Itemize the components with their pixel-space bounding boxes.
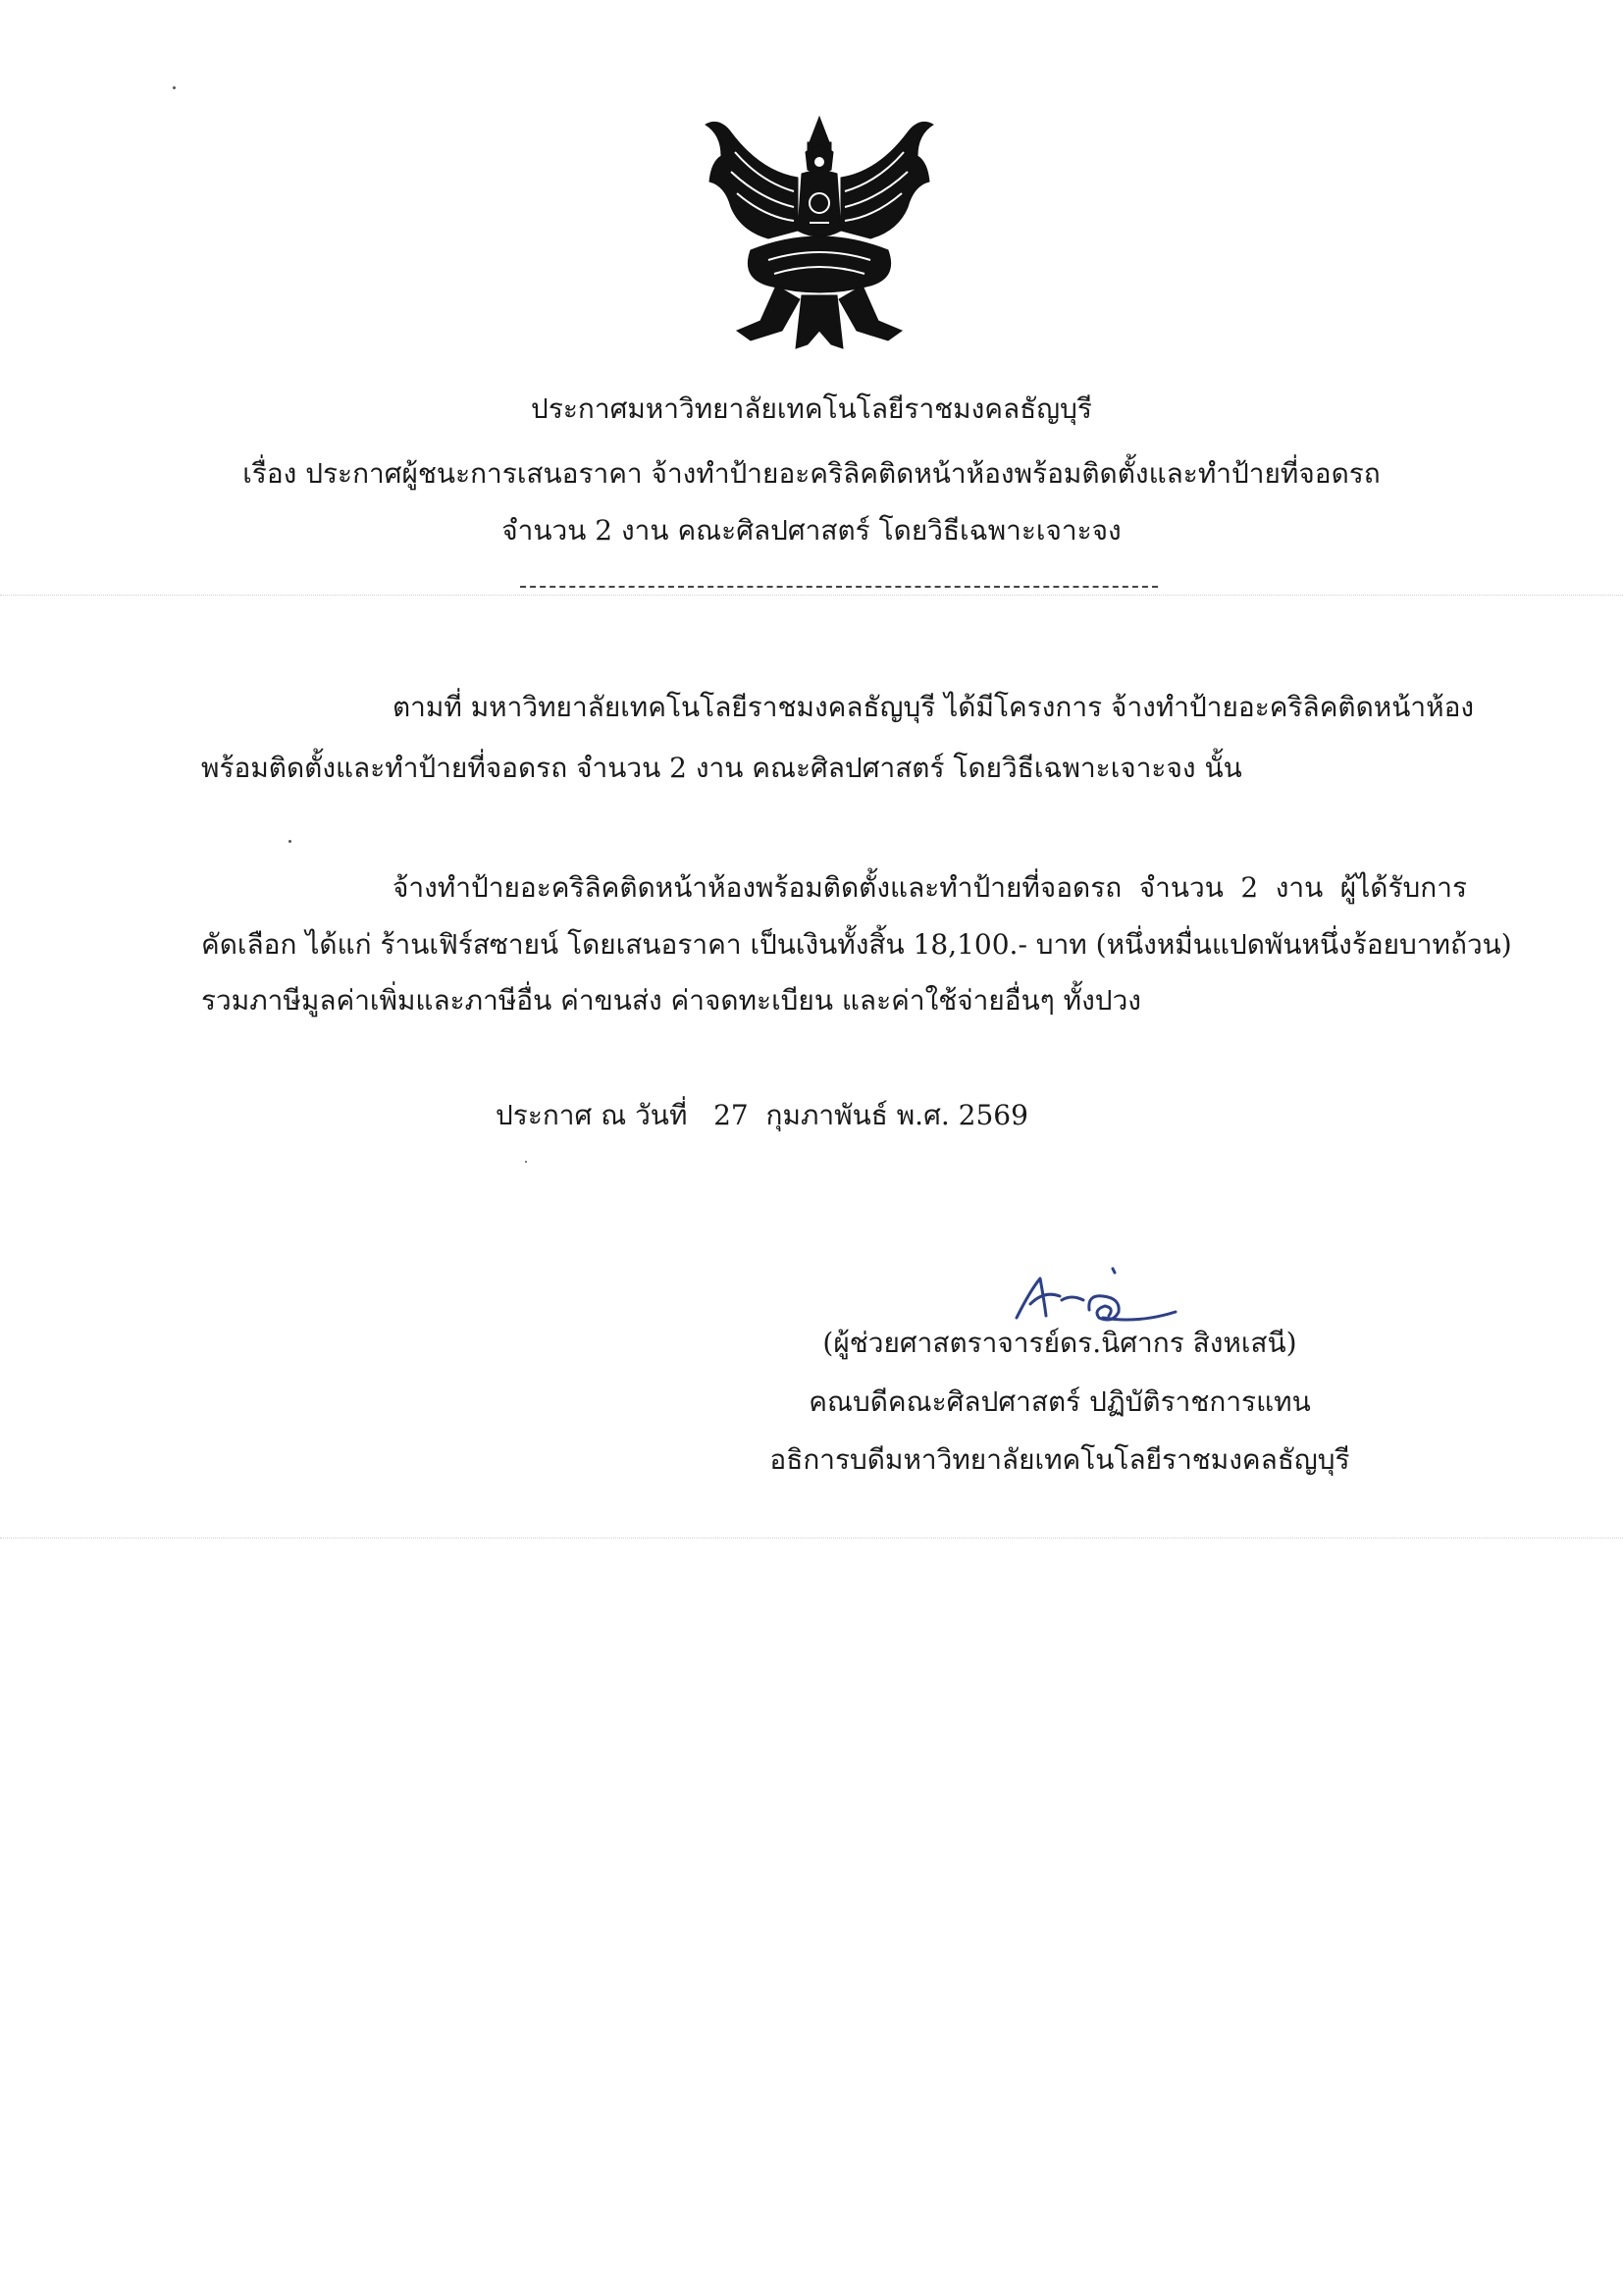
signer-title-line2: อธิการบดีมหาวิทยาลัยเทคโนโลยีราชมงคลธัญบุรี [769,1443,1350,1476]
scan-edge-line [0,595,1623,596]
paragraph2-line3: รวมภาษีมูลค่าเพิ่มและภาษีอื่น ค่าขนส่ง ค่าจดทะเบียน และค่าใช้จ่ายอื่นๆ ทั้งปวง [201,984,1141,1017]
paragraph1-line2: พร้อมติดตั้งและทำป้ายที่จอดรถ จำนวน 2 งาน คณะศิลปศาสตร์ โดยวิธีเฉพาะเจาะจง นั้น [201,752,1242,784]
announcement-subject: เรื่อง ประกาศผู้ชนะการเสนอราคา จ้างทำป้ายอะคริลิคติดหน้าห้องพร้อมติดตั้งและทำป้ายที่จอดรถ [242,457,1381,490]
announcement-date: ประกาศ ณ วันที่ 27 กุมภาพันธ์ พ.ศ. 2569 [496,1099,1028,1131]
scan-edge-line [0,1538,1623,1539]
paragraph2-line1: จ้างทำป้ายอะคริลิคติดหน้าห้องพร้อมติดตั้งและทำป้ายที่จอดรถ จำนวน 2 งาน ผู้ได้รับการ [393,871,1467,904]
scan-speck [288,840,291,843]
scan-speck [173,86,176,89]
announcement-subject-continued: จำนวน 2 งาน คณะศิลปศาสตร์ โดยวิธีเฉพาะเจาะจง [501,514,1122,547]
scan-speck [525,1161,527,1163]
signer-title-line1: คณบดีคณะศิลปศาสตร์ ปฏิบัติราชการแทน [809,1385,1311,1418]
announcement-title: ประกาศมหาวิทยาลัยเทคโนโลยีราชมงคลธัญบุรี [531,392,1092,425]
paragraph2-line2: คัดเลือก ได้แก่ ร้านเฟิร์สซายน์ โดยเสนอราคา เป็นเงินทั้งสิ้น 18,100.- บาท (หนึ่งหมื่นแปดพันหนึ่งร้อยบาทถ้วน) [201,928,1512,961]
garuda-emblem-icon [692,113,947,358]
header-separator [520,586,1158,588]
paragraph1-line1: ตามที่ มหาวิทยาลัยเทคโนโลยีราชมงคลธัญบุรี ได้มีโครงการ จ้างทำป้ายอะคริลิคติดหน้าห้อง [393,691,1475,723]
signer-name: (ผู้ช่วยศาสตราจารย์ดร.นิศากร สิงหเสนี) [822,1327,1297,1359]
